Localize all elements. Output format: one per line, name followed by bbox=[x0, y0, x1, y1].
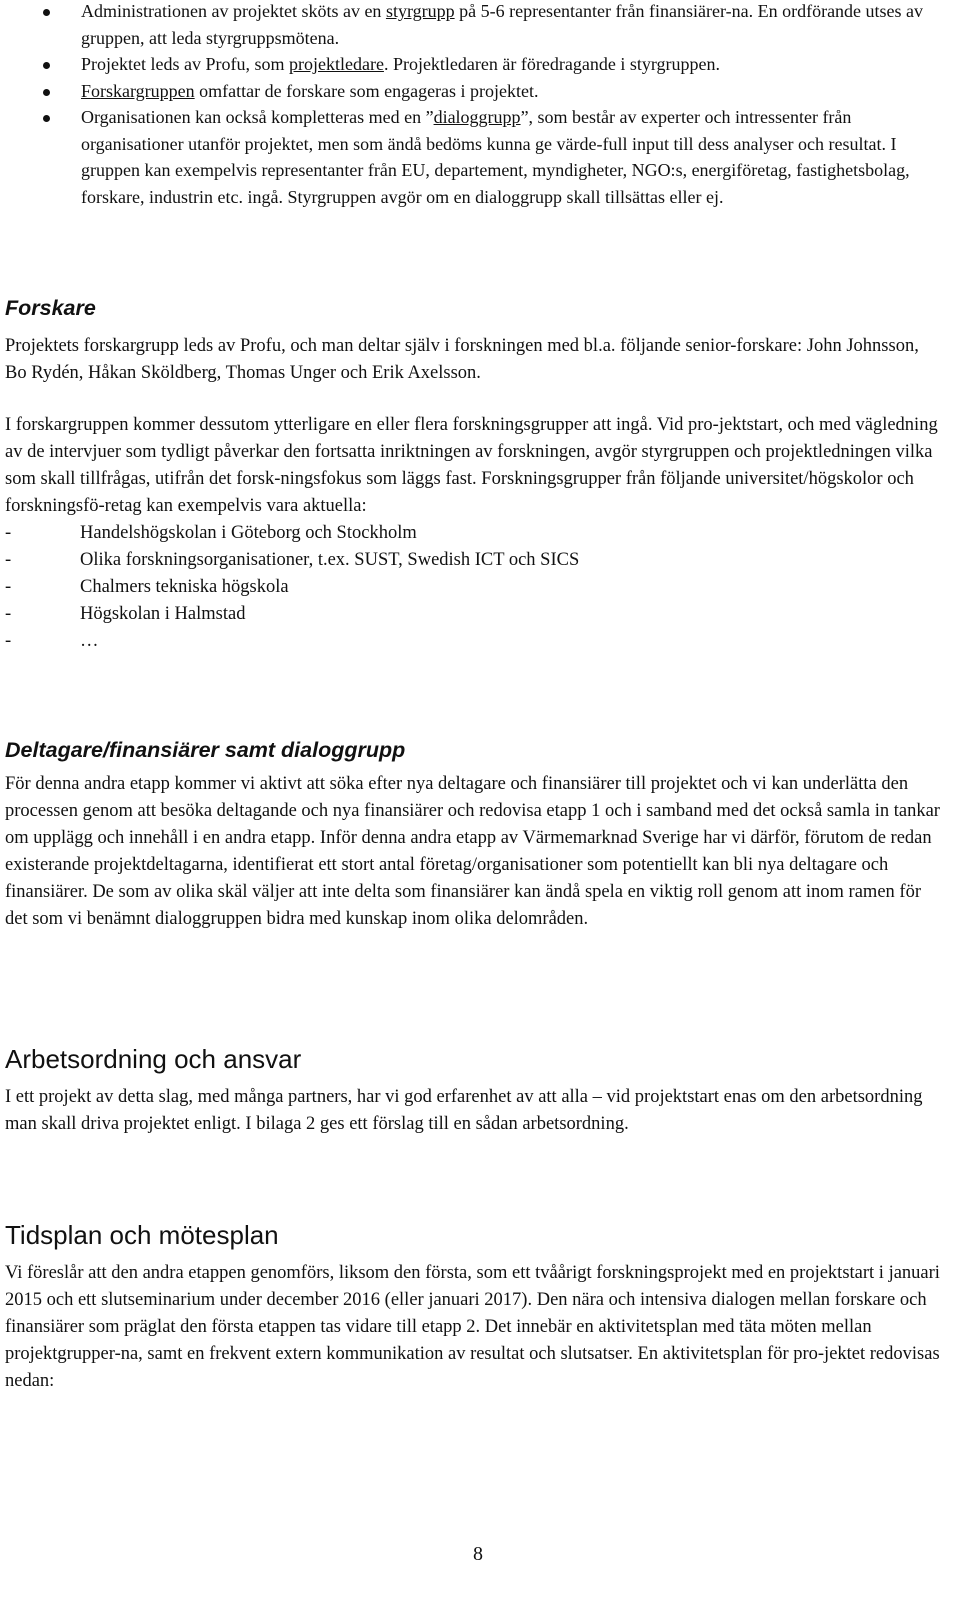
deltagare-section bbox=[5, 738, 940, 933]
projektledare-link[interactable]: projektledare bbox=[288, 54, 384, 74]
bullet-icon bbox=[43, 115, 50, 122]
list-item: - Handelshögskolan i Göteborg och Stockholm bbox=[5, 523, 417, 543]
list-item: Administrationen av projektet sköts av en styrgrupp på 5-6 representanter från finansiärer-na. En ordförande utses av gruppen, att leda styrgruppsmötena. bbox=[5, 0, 940, 51]
deltagare-heading: Deltagare/finansiärer samt dialoggrupp bbox=[5, 738, 406, 762]
bullet-icon bbox=[43, 89, 50, 96]
forskare-paragraph-2: I forskargruppen kommer dessutom ytterligare en eller flera forskningsgrupper att ingå. Vid pro-jektstart, och med vägledning av de intervjuer som tydligt påverkar den fortsatta inriktningen av forskningen, avgör styrgruppen och projektledningen vilka som skall tillfrågas, utifrån det forsk-ningsfokus som läggs fast. Forskningsgrupper från följande universitet/högskolor och forskningsfö-retag kan exempelvis vara aktuella: bbox=[5, 415, 938, 516]
dialoggrupp-link[interactable]: dialoggrupp bbox=[433, 107, 521, 127]
bullet-icon bbox=[43, 62, 50, 69]
list-item: Organisationen kan också kompletteras med en ”dialoggrupp”, som består av experter och intressenter från organisationer utanför projektet, men som ändå bedöms kunna ge värde-full input till dess analyser och resultat. I gruppen kan exempelvis representanter från EU, departement, myndigheter, NGO:s, energiföretag, fastighetsbolag, forskare, industrin etc. ingå. Styrgruppen avgör om en dialoggrupp skall tillsättas eller ej. bbox=[5, 104, 940, 210]
tidsplan-paragraph: Vi föreslår att den andra etappen genomförs, liksom den första, som ett tvåårigt forskningsprojekt med en projektstart i januari 2015 och ett slutseminarium under december 2016 (eller januari 2017). Den nära och intensiva dialogen mellan forskare och finansiärer som präglat den första etappen tas vidare till etapp 2. Det innebär en aktivitetsplan med täta möten mellan projektgrupper-na, samt en frekvent extern kommunikation av resultat och slutsatser. En aktivitetsplan för pro-jektet redovisas nedan: bbox=[5, 1263, 940, 1391]
arbetsordning-section bbox=[5, 1044, 940, 1138]
research-groups-list bbox=[5, 520, 940, 655]
tidsplan-heading: Tidsplan och mötesplan bbox=[5, 1220, 279, 1250]
list-item: - … bbox=[5, 631, 99, 651]
list-item: - Högskolan i Halmstad bbox=[5, 604, 246, 624]
arbetsordning-paragraph: I ett projekt av detta slag, med många partners, har vi god erfarenhet av att alla – vid projektstart enas om den arbetsordning man skall driva projektet enligt. I bilaga 2 ges ett förslag till en sådan arbetsordning. bbox=[5, 1087, 923, 1134]
bullet-icon bbox=[43, 9, 50, 16]
tidsplan-section bbox=[5, 1220, 940, 1395]
arbetsordning-heading: Arbetsordning och ansvar bbox=[5, 1044, 302, 1074]
list-item: Projektet leds av Profu, som projektledare. Projektledaren är föredragande i styrgruppen. bbox=[5, 51, 940, 78]
list-item: - Chalmers tekniska högskola bbox=[5, 577, 289, 597]
list-item: - Olika forskningsorganisationer, t.ex. SUST, Swedish ICT och SICS bbox=[5, 550, 580, 570]
forskare-heading: Forskare bbox=[5, 296, 96, 320]
forskargruppen-link[interactable]: Forskargruppen bbox=[81, 80, 195, 101]
styrgrupp-link[interactable]: styrgrupp bbox=[385, 1, 455, 21]
list-item: Forskargruppen omfattar de forskare som engageras i projektet. bbox=[5, 78, 940, 105]
forskare-section bbox=[5, 296, 940, 655]
page-number: 8 bbox=[473, 1543, 483, 1565]
forskare-paragraph-1: Projektets forskargrupp leds av Profu, och man deltar själv i forskningen med bl.a. följande senior-forskare: John Johnsson, Bo Rydén, Håkan Sköldberg, Thomas Unger och Erik Axelsson. bbox=[5, 336, 919, 383]
organization-bullet-list bbox=[5, 0, 940, 210]
deltagare-paragraph: För denna andra etapp kommer vi aktivt att söka efter nya deltagare och finansiärer till projektet och vi kan underlätta den processen genom att besöka deltagande och nya finansiärer och redovisa etapp 1 och i samband med det också samla in tankar om upplägg och innehåll i en andra etapp. Inför denna andra etapp av Värmemarknad Sverige har vi därför, förutom de redan existerande projektdeltagarna, identifierat ett stort antal företag/organisationer som potentiellt kan bli nya deltagare och finansiärer. De som av olika skäl väljer att inte delta som finansiärer kan ändå spela en viktig roll genom att inom ramen för det som vi benämnt dialoggruppen bidra med kunskap inom olika delområden. bbox=[5, 774, 940, 929]
